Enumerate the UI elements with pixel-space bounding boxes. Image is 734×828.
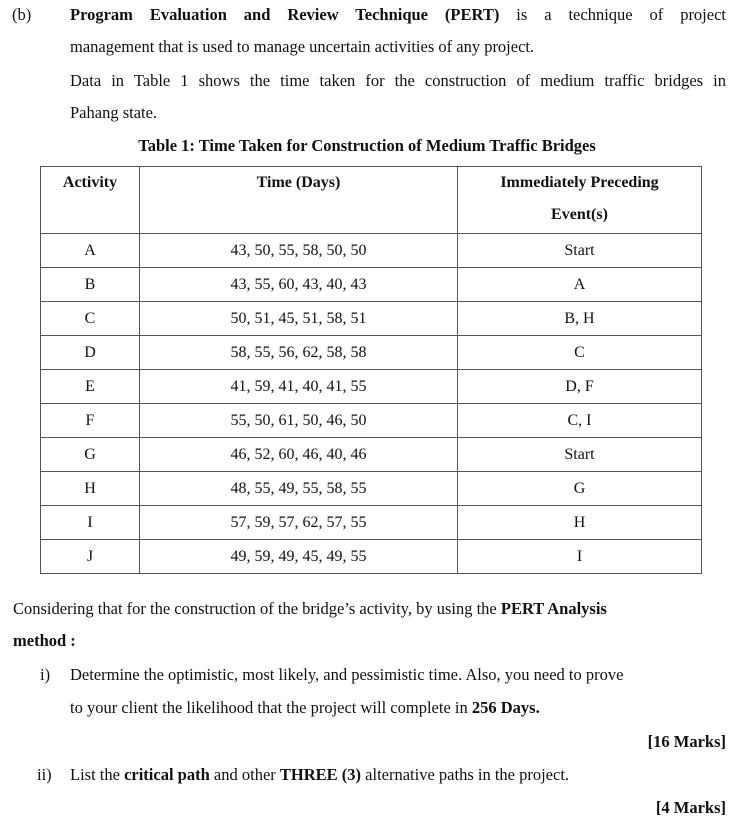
cell-time: 57, 59, 57, 62, 57, 55 [140, 506, 458, 540]
consider-line-1 [13, 599, 607, 619]
days-target: 256 Days. [471, 698, 540, 717]
cell-activity: C [41, 302, 140, 336]
cell-activity: D [41, 336, 140, 370]
question-2-text-3: alternative paths in the project. [361, 765, 570, 784]
table-row [41, 438, 702, 472]
header-preceding [458, 167, 702, 234]
cell-time: 48, 55, 49, 55, 58, 55 [140, 472, 458, 506]
cell-activity: E [41, 370, 140, 404]
cell-activity: B [41, 268, 140, 302]
table-header-row [41, 167, 702, 234]
header-activity: Activity [41, 167, 140, 234]
header-preceding-line-1: Immediately Preceding [500, 174, 659, 191]
table-row [41, 268, 702, 302]
cell-time: 50, 51, 45, 51, 58, 51 [140, 302, 458, 336]
consider-line-2 [13, 631, 76, 651]
cell-preceding: D, F [458, 370, 702, 404]
cell-activity: H [41, 472, 140, 506]
cell-time: 41, 59, 41, 40, 41, 55 [140, 370, 458, 404]
cell-preceding: Start [458, 234, 702, 268]
table-row [41, 506, 702, 540]
intro-line-1 [70, 5, 726, 25]
cell-preceding: C, I [458, 404, 702, 438]
question-2-line [70, 765, 569, 785]
table-row [41, 404, 702, 438]
cell-preceding: A [458, 268, 702, 302]
cell-time: 58, 55, 56, 62, 58, 58 [140, 336, 458, 370]
data-line-1: Data in Table 1 shows the time taken for the construction of medium traffic bridges in [70, 71, 726, 90]
cell-preceding: Start [458, 438, 702, 472]
table-row [41, 540, 702, 574]
cell-time: 43, 55, 60, 43, 40, 43 [140, 268, 458, 302]
question-2-number: ii) [37, 765, 52, 784]
cell-preceding: H [458, 506, 702, 540]
cell-activity: F [41, 404, 140, 438]
table-caption: Table 1: Time Taken for Construction of Medium Traffic Bridges [138, 136, 596, 155]
cell-activity: A [41, 234, 140, 268]
cell-time: 49, 59, 49, 45, 49, 55 [140, 540, 458, 574]
question-1-line-2 [70, 698, 540, 718]
critical-path-term: critical path [124, 765, 210, 784]
cell-time: 43, 50, 55, 58, 50, 50 [140, 234, 458, 268]
cell-time: 55, 50, 61, 50, 46, 50 [140, 404, 458, 438]
cell-activity: J [41, 540, 140, 574]
header-time: Time (Days) [140, 167, 458, 234]
question-2-text-2: and other [209, 765, 280, 784]
table-row [41, 472, 702, 506]
question-1-text: to your client the likelihood that the project will complete in [70, 698, 472, 717]
question-2-marks: [4 Marks] [655, 798, 726, 817]
question-1-line-1: Determine the optimistic, most likely, and pessimistic time. Also, you need to prove [70, 665, 624, 684]
question-1-marks: [16 Marks] [647, 732, 726, 751]
cell-time: 46, 52, 60, 46, 40, 46 [140, 438, 458, 472]
data-line-2: Pahang state. [70, 103, 158, 122]
table-row [41, 336, 702, 370]
consider-text: Considering that for the construction of the bridge’s activity, by using the [13, 599, 501, 618]
method-term: method : [13, 631, 76, 650]
question-1-number: i) [40, 665, 51, 684]
section-label: (b) [12, 5, 32, 24]
pert-analysis-term: PERT Analysis [500, 599, 607, 618]
header-preceding-line-2: Event(s) [551, 206, 608, 223]
pert-term: Program Evaluation and Review Technique (PERT) [70, 5, 500, 24]
table-row [41, 302, 702, 336]
pert-table [40, 166, 702, 574]
cell-activity: I [41, 506, 140, 540]
cell-preceding: C [458, 336, 702, 370]
three-term: THREE (3) [279, 765, 362, 784]
question-2-text-1: List the [70, 765, 125, 784]
cell-preceding: B, H [458, 302, 702, 336]
table-row [41, 370, 702, 404]
cell-preceding: G [458, 472, 702, 506]
intro-line-1-rest: is a technique of project [499, 5, 726, 24]
cell-preceding: I [458, 540, 702, 574]
cell-activity: G [41, 438, 140, 472]
table-row [41, 234, 702, 268]
intro-line-2: management that is used to manage uncertain activities of any project. [70, 37, 535, 56]
